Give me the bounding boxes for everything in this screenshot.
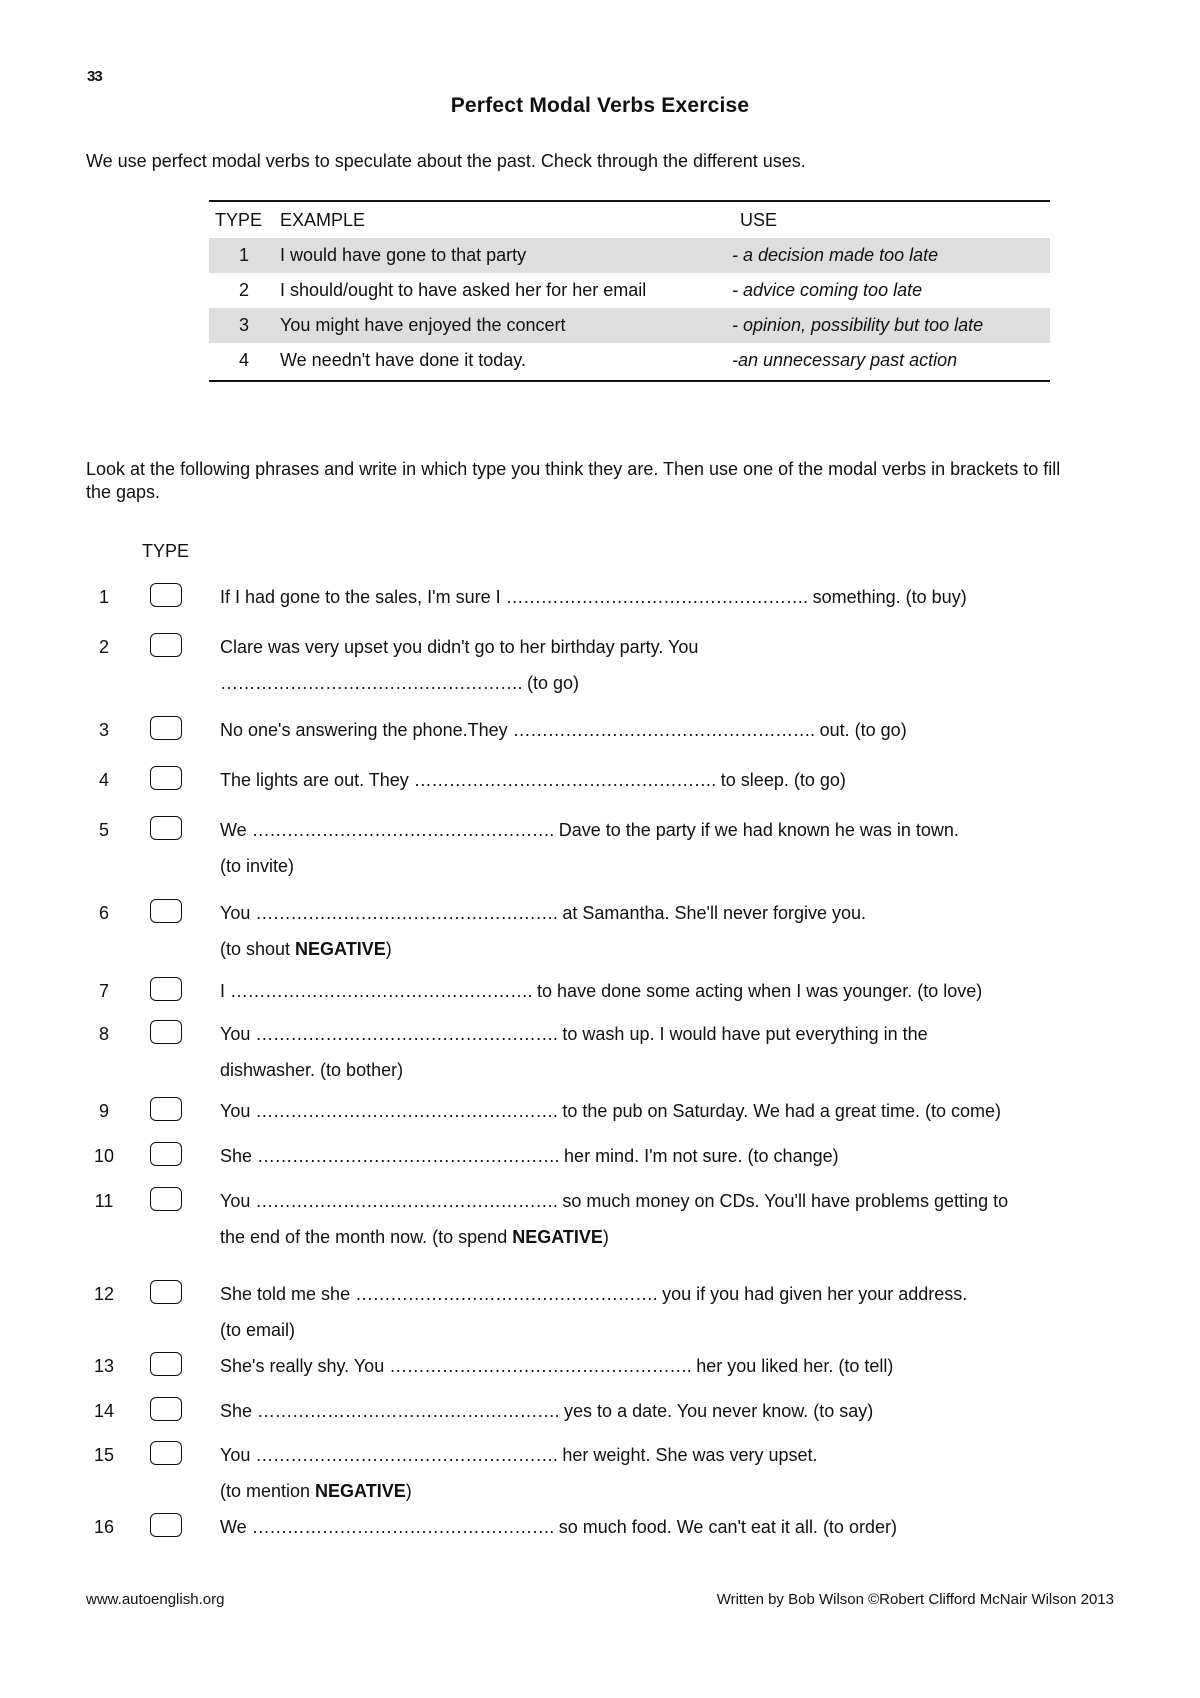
item-sentence bbox=[220, 1516, 1070, 1538]
sentence-text: so much money on CDs. You'll have problems getting to bbox=[557, 1191, 1009, 1211]
type-answer-box[interactable] bbox=[150, 1397, 182, 1421]
sentence-text: dishwasher. (to bother) bbox=[220, 1060, 404, 1080]
row-type: 3 bbox=[238, 315, 249, 335]
item-sentence bbox=[220, 1100, 1070, 1122]
sentence-text: (to shout bbox=[220, 939, 296, 959]
sentence-line-1 bbox=[220, 1356, 893, 1376]
item-number: 6 bbox=[98, 903, 109, 923]
sentence-text: The lights are out. They bbox=[220, 770, 414, 790]
sentence-text: You bbox=[220, 1191, 256, 1211]
answer-gap[interactable]: ……………………………………………. bbox=[255, 1191, 558, 1211]
sentence-text: She bbox=[220, 1401, 258, 1421]
type-answer-box[interactable] bbox=[150, 1097, 182, 1121]
header-use: USE bbox=[740, 209, 778, 230]
row-type: 4 bbox=[238, 350, 249, 370]
row-use: - a decision made too late bbox=[732, 245, 939, 265]
sentence-text: to wash up. I would have put everything in the bbox=[557, 1024, 928, 1044]
sentence-line-2 bbox=[220, 1226, 1070, 1248]
sentence-text: (to go) bbox=[522, 673, 580, 693]
footer-credit: Written by Bob Wilson ©Robert Clifford McNair Wilson 2013 bbox=[716, 1591, 1114, 1608]
answer-gap[interactable]: ……………………………………………. bbox=[255, 1445, 558, 1465]
sentence-text: at Samantha. She'll never forgive you. bbox=[557, 903, 867, 923]
sentence-text: her you liked her. (to tell) bbox=[691, 1356, 894, 1376]
answer-gap[interactable]: ……………………………………………. bbox=[413, 770, 716, 790]
type-answer-box[interactable] bbox=[150, 899, 182, 923]
answer-gap[interactable]: ……………………………………………. bbox=[512, 720, 815, 740]
row-use: -an unnecessary past action bbox=[732, 350, 958, 370]
answer-gap[interactable]: ……………………………………………. bbox=[505, 587, 808, 607]
sentence-text: Clare was very upset you didn't go to her birthday party. You bbox=[220, 637, 699, 657]
sentence-text: ) bbox=[385, 939, 392, 959]
footer-website: www.autoenglish.org bbox=[86, 1591, 225, 1608]
header-example: EXAMPLE bbox=[280, 209, 366, 230]
sentence-text: You bbox=[220, 903, 256, 923]
sentence-line-2 bbox=[220, 1059, 1070, 1081]
type-answer-box[interactable] bbox=[150, 1352, 182, 1376]
item-number: 15 bbox=[93, 1445, 115, 1465]
negative-marker: NEGATIVE bbox=[315, 1481, 406, 1501]
item-number: 11 bbox=[94, 1191, 114, 1211]
item-number: 13 bbox=[93, 1356, 115, 1376]
item-number: 7 bbox=[98, 981, 109, 1001]
sentence-text: No one's answering the phone.They bbox=[220, 720, 513, 740]
type-answer-box[interactable] bbox=[150, 1513, 182, 1537]
sentence-text: You bbox=[220, 1445, 256, 1465]
sentence-line-1 bbox=[220, 1146, 839, 1166]
answer-gap[interactable]: ……………………………………………. bbox=[389, 1356, 692, 1376]
sentence-line-1 bbox=[220, 903, 866, 923]
answer-gap[interactable]: ……………………………………………. bbox=[251, 820, 554, 840]
sentence-text: ) bbox=[405, 1481, 412, 1501]
sentence-text: something. (to buy) bbox=[807, 587, 967, 607]
item-sentence bbox=[220, 1400, 1070, 1422]
item-number: 12 bbox=[93, 1284, 115, 1304]
type-answer-box[interactable] bbox=[150, 816, 182, 840]
type-answer-box[interactable] bbox=[150, 1187, 182, 1211]
item-sentence bbox=[220, 1023, 1070, 1081]
sentence-line-1 bbox=[220, 1284, 967, 1304]
sentence-text: We bbox=[220, 1517, 252, 1537]
answer-gap[interactable]: ……………………………………………. bbox=[257, 1146, 560, 1166]
type-answer-box[interactable] bbox=[150, 1020, 182, 1044]
item-number: 9 bbox=[98, 1101, 109, 1121]
sentence-text: Dave to the party if we had known he was in town. bbox=[553, 820, 959, 840]
type-column-label: TYPE bbox=[142, 541, 190, 561]
page-title: Perfect Modal Verbs Exercise bbox=[450, 94, 750, 117]
sentence-text: you if you had given her your address. bbox=[657, 1284, 968, 1304]
sentence-line-1 bbox=[220, 1024, 928, 1044]
item-number: 8 bbox=[98, 1024, 109, 1044]
sentence-text: so much food. We can't eat it all. (to order) bbox=[553, 1517, 897, 1537]
item-number: 3 bbox=[98, 720, 109, 740]
sentence-text: We bbox=[220, 820, 252, 840]
sentence-text: I bbox=[220, 981, 231, 1001]
row-example: I should/ought to have asked her for her email bbox=[280, 280, 647, 300]
negative-marker: NEGATIVE bbox=[512, 1227, 603, 1247]
sentence-line-1 bbox=[220, 587, 967, 607]
item-sentence bbox=[220, 1145, 1070, 1167]
sentence-text: (to email) bbox=[220, 1320, 296, 1340]
sentence-line-2 bbox=[220, 672, 1070, 694]
item-number: 14 bbox=[93, 1401, 115, 1421]
type-answer-box[interactable] bbox=[150, 1441, 182, 1465]
type-answer-box[interactable] bbox=[150, 1142, 182, 1166]
answer-gap[interactable]: ……………………………………………. bbox=[230, 981, 533, 1001]
item-sentence bbox=[220, 636, 1070, 694]
sentence-line-1 bbox=[220, 1191, 1008, 1211]
answer-gap[interactable]: ……………………………………………. bbox=[220, 673, 523, 693]
item-number: 16 bbox=[93, 1517, 115, 1537]
row-example: I would have gone to that party bbox=[280, 245, 527, 265]
sentence-text: She bbox=[220, 1146, 258, 1166]
sentence-line-2 bbox=[220, 938, 1070, 960]
sentence-line-2 bbox=[220, 1480, 1070, 1502]
item-sentence bbox=[220, 819, 1070, 877]
type-answer-box[interactable] bbox=[150, 583, 182, 607]
answer-gap[interactable]: ……………………………………………. bbox=[255, 1101, 558, 1121]
item-sentence bbox=[220, 1355, 1070, 1377]
item-number: 10 bbox=[93, 1146, 115, 1166]
item-sentence bbox=[220, 1190, 1070, 1248]
row-type: 2 bbox=[238, 280, 249, 300]
item-sentence bbox=[220, 980, 1070, 1002]
sentence-text: the end of the month now. (to spend bbox=[220, 1227, 513, 1247]
answer-gap[interactable]: ……………………………………………. bbox=[355, 1284, 658, 1304]
intro-text: We use perfect modal verbs to speculate about the past. Check through the different uses. bbox=[86, 151, 806, 171]
sentence-text: to have done some acting when I was younger. (to love) bbox=[532, 981, 983, 1001]
sentence-text: to sleep. (to go) bbox=[715, 770, 846, 790]
sentence-line-1 bbox=[220, 720, 907, 740]
row-type: 1 bbox=[238, 245, 249, 265]
type-answer-box[interactable] bbox=[150, 1280, 182, 1304]
type-answer-box[interactable] bbox=[150, 977, 182, 1001]
sentence-text: to the pub on Saturday. We had a great time. (to come) bbox=[557, 1101, 1001, 1121]
sentence-line-1 bbox=[220, 820, 959, 840]
sentence-line-1 bbox=[220, 770, 846, 790]
answer-gap[interactable]: ……………………………………………. bbox=[257, 1401, 560, 1421]
item-number: 1 bbox=[98, 587, 109, 607]
item-sentence bbox=[220, 1283, 1070, 1341]
sentence-text: You bbox=[220, 1024, 256, 1044]
row-example: We needn't have done it today. bbox=[280, 350, 526, 370]
answer-gap[interactable]: ……………………………………………. bbox=[255, 903, 558, 923]
item-sentence bbox=[220, 586, 1070, 608]
header-type: TYPE bbox=[215, 209, 263, 230]
type-answer-box[interactable] bbox=[150, 766, 182, 790]
corner-page-mark: 33 bbox=[87, 68, 102, 85]
sentence-text: You bbox=[220, 1101, 256, 1121]
sentence-text: her mind. I'm not sure. (to change) bbox=[559, 1146, 839, 1166]
sentence-line-1 bbox=[220, 637, 698, 657]
item-sentence bbox=[220, 769, 1070, 791]
type-answer-box[interactable] bbox=[150, 716, 182, 740]
sentence-line-1 bbox=[220, 1401, 873, 1421]
sentence-line-2 bbox=[220, 855, 1070, 877]
sentence-line-1 bbox=[220, 1445, 818, 1465]
row-example: You might have enjoyed the concert bbox=[280, 315, 566, 335]
sentence-text: She's really shy. You bbox=[220, 1356, 390, 1376]
sentence-text: (to invite) bbox=[220, 856, 295, 876]
item-number: 4 bbox=[98, 770, 109, 790]
sentence-line-1 bbox=[220, 1101, 1001, 1121]
sentence-line-2 bbox=[220, 1319, 1070, 1341]
answer-gap[interactable]: ……………………………………………. bbox=[251, 1517, 554, 1537]
item-sentence bbox=[220, 1444, 1070, 1502]
sentence-text: (to mention bbox=[220, 1481, 316, 1501]
sentence-text: She told me she bbox=[220, 1284, 356, 1304]
sentence-text: ) bbox=[602, 1227, 609, 1247]
sentence-line-1 bbox=[220, 1517, 897, 1537]
item-number: 2 bbox=[98, 637, 109, 657]
sentence-text: yes to a date. You never know. (to say) bbox=[559, 1401, 874, 1421]
sentence-text: out. (to go) bbox=[814, 720, 907, 740]
item-sentence bbox=[220, 902, 1070, 960]
item-number: 5 bbox=[98, 820, 109, 840]
row-use: - advice coming too late bbox=[732, 280, 923, 300]
item-sentence bbox=[220, 719, 1070, 741]
instructions-text: Look at the following phrases and write in which type you think they are. Then use one of the modal verbs in brackets to fill the gaps. bbox=[86, 459, 1061, 502]
row-use: - opinion, possibility but too late bbox=[732, 315, 984, 335]
sentence-line-1 bbox=[220, 981, 982, 1001]
answer-gap[interactable]: ……………………………………………. bbox=[255, 1024, 558, 1044]
negative-marker: NEGATIVE bbox=[295, 939, 386, 959]
sentence-text: If I had gone to the sales, I'm sure I bbox=[220, 587, 506, 607]
sentence-text: her weight. She was very upset. bbox=[557, 1445, 818, 1465]
type-answer-box[interactable] bbox=[150, 633, 182, 657]
